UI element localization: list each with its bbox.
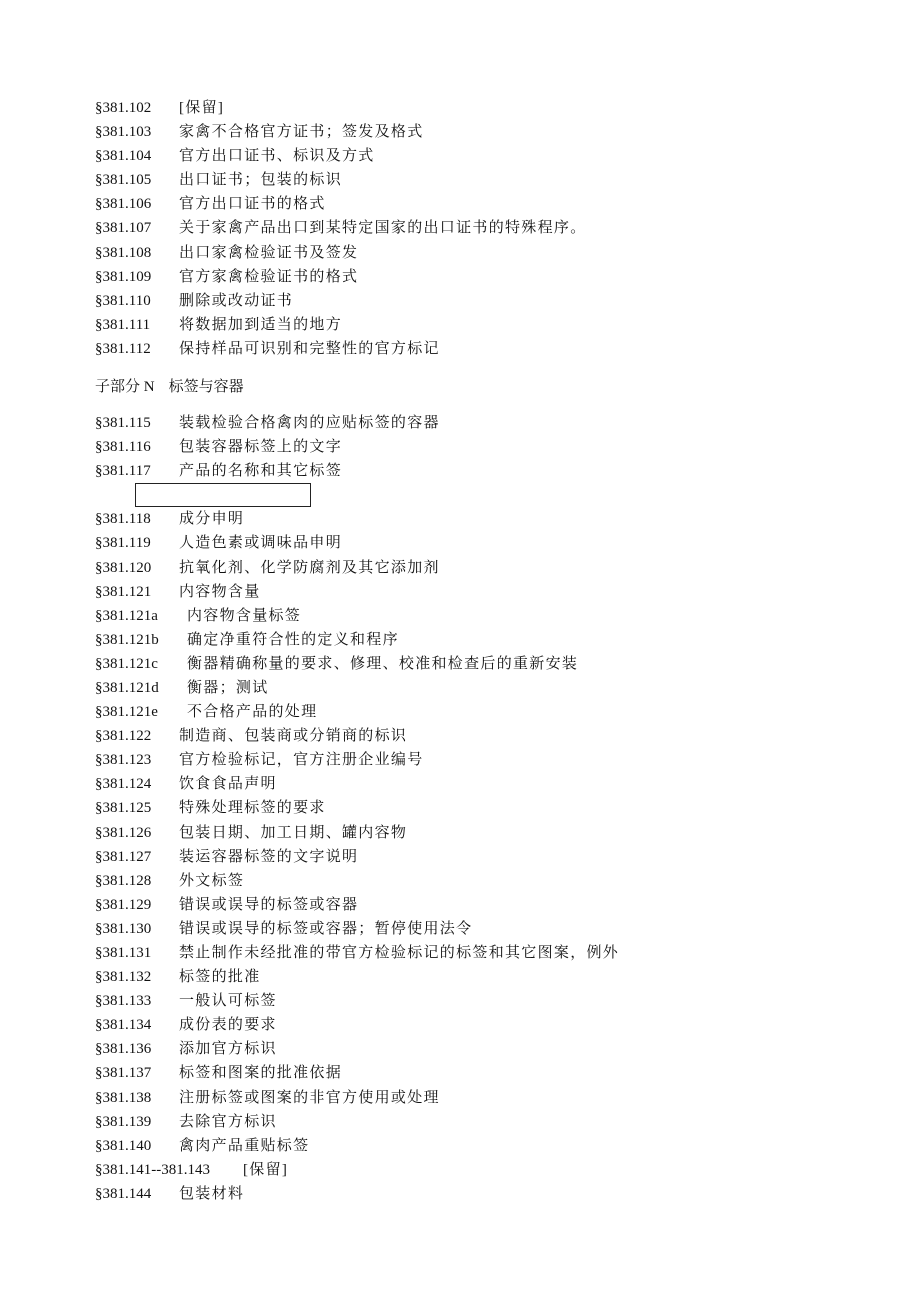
section-number: §381.104 xyxy=(95,148,152,165)
section-number: §381.121a xyxy=(95,607,158,624)
section-title: 人造色素或调味品申明 xyxy=(179,535,343,552)
toc-entry xyxy=(95,120,875,144)
toc-entry xyxy=(95,168,875,192)
toc-entry xyxy=(95,531,875,555)
document-page xyxy=(95,96,875,1206)
section-number: §381.109 xyxy=(95,268,152,285)
section-title: 添加官方标识 xyxy=(179,1041,277,1058)
section-title: 确定净重符合性的定义和程序 xyxy=(187,631,399,648)
section-title: [保留] xyxy=(243,1161,289,1178)
toc-entry xyxy=(95,265,875,289)
section-title: 禁止制作未经批准的带官方检验标记的标签和其它图案，例外 xyxy=(179,945,620,961)
section-number: §381.124 xyxy=(95,776,152,793)
toc-entry xyxy=(95,796,875,820)
toc-entry xyxy=(95,556,875,580)
section-number: §381.125 xyxy=(95,800,152,817)
section-number: §381.121 xyxy=(95,583,152,600)
section-title: 包装容器标签上的文字 xyxy=(179,439,343,456)
section-number: §381.107 xyxy=(95,220,152,237)
section-number: §381.130 xyxy=(95,920,152,937)
section-title: 注册标签或图案的非官方使用或处理 xyxy=(179,1089,440,1106)
section-number: §381.140 xyxy=(95,1137,152,1154)
section-number: §381.121e xyxy=(95,704,158,721)
section-number: §381.141--381.143 xyxy=(95,1161,210,1178)
toc-entry xyxy=(95,411,875,435)
section-title: 标签的批准 xyxy=(179,969,261,986)
section-title: 特殊处理标签的要求 xyxy=(179,800,326,817)
section-number: §381.118 xyxy=(95,511,151,528)
section-number: §381.121c xyxy=(95,655,158,672)
toc-entry xyxy=(95,989,875,1013)
section-title: 将数据加到适当的地方 xyxy=(179,316,343,333)
section-title: 错误或误导的标签或容器；暂停使用法令 xyxy=(179,920,473,937)
section-title: 出口家禽检验证书及签发 xyxy=(179,244,359,261)
section-title: 成份表的要求 xyxy=(179,1017,277,1034)
section-title: 内容物含量 xyxy=(179,583,261,600)
toc-entry xyxy=(95,748,875,772)
section-title: 抗氧化剂、化学防腐剂及其它添加剂 xyxy=(179,559,440,576)
section-number: §381.127 xyxy=(95,848,152,865)
subpart-label: 子部分 N xyxy=(95,379,155,396)
section-number: §381.132 xyxy=(95,969,152,986)
section-title: 禽肉产品重贴标签 xyxy=(179,1137,310,1154)
toc-entry xyxy=(95,700,875,724)
toc-entry xyxy=(95,821,875,845)
toc-entry xyxy=(95,893,875,917)
toc-entry xyxy=(95,869,875,893)
section-number: §381.128 xyxy=(95,872,152,889)
toc-entry xyxy=(95,1086,875,1110)
section-title: 内容物含量标签 xyxy=(187,607,302,624)
toc-entry xyxy=(95,241,875,265)
toc-entry xyxy=(95,845,875,869)
section-number: §381.122 xyxy=(95,728,152,745)
section-number: §381.116 xyxy=(95,439,151,456)
section-number: §381.119 xyxy=(95,535,151,552)
section-list-certificates xyxy=(95,96,875,361)
toc-entry xyxy=(95,1061,875,1085)
section-title: 外文标签 xyxy=(179,872,245,889)
section-title: 官方家禽检验证书的格式 xyxy=(179,268,359,285)
section-number: §381.117 xyxy=(95,463,151,480)
section-number: §381.103 xyxy=(95,124,152,141)
section-number: §381.120 xyxy=(95,559,152,576)
toc-entry xyxy=(95,724,875,748)
toc-entry xyxy=(95,604,875,628)
toc-entry xyxy=(95,652,875,676)
section-number: §381.131 xyxy=(95,945,152,961)
section-title: 成分申明 xyxy=(179,511,245,528)
section-number: §381.115 xyxy=(95,415,151,432)
toc-entry xyxy=(95,459,875,483)
section-number: §381.121d xyxy=(95,679,159,696)
section-number: §381.129 xyxy=(95,896,152,913)
section-number: §381.136 xyxy=(95,1041,152,1058)
section-title: 装运容器标签的文字说明 xyxy=(179,848,359,865)
section-title: 包装材料 xyxy=(179,1185,245,1202)
section-number: §381.105 xyxy=(95,172,152,189)
section-number: §381.110 xyxy=(95,292,151,309)
toc-entry xyxy=(95,628,875,652)
toc-entry xyxy=(95,313,875,337)
section-title: 删除或改动证书 xyxy=(179,292,294,309)
section-title: 饮食食品声明 xyxy=(179,776,277,793)
toc-entry xyxy=(95,144,875,168)
toc-entry xyxy=(95,580,875,604)
toc-entry xyxy=(95,1110,875,1134)
toc-entry xyxy=(95,772,875,796)
toc-entry xyxy=(95,192,875,216)
subpart-heading xyxy=(95,375,875,399)
toc-entry xyxy=(95,1037,875,1061)
section-number: §381.138 xyxy=(95,1089,152,1106)
toc-entry xyxy=(95,1158,875,1182)
section-title: 一般认可标签 xyxy=(179,993,277,1010)
section-title: 官方出口证书、标识及方式 xyxy=(179,148,375,165)
section-list-labels-part1 xyxy=(95,411,875,483)
section-title: 官方出口证书的格式 xyxy=(179,196,326,213)
section-number: §381.126 xyxy=(95,824,152,841)
toc-entry xyxy=(95,1134,875,1158)
section-number: §381.139 xyxy=(95,1113,152,1130)
section-title: 不合格产品的处理 xyxy=(187,704,318,721)
toc-entry xyxy=(95,337,875,361)
blank-input-box xyxy=(135,483,311,507)
toc-entry xyxy=(95,676,875,700)
toc-entry xyxy=(95,941,875,965)
toc-entry xyxy=(95,1182,875,1206)
section-title: 保持样品可识别和完整性的官方标记 xyxy=(179,340,440,357)
section-number: §381.112 xyxy=(95,340,151,357)
toc-entry xyxy=(95,216,875,240)
section-number: §381.123 xyxy=(95,752,152,769)
section-title: [保留] xyxy=(179,100,225,116)
section-number: §381.121b xyxy=(95,631,159,648)
section-title: 关于家禽产品出口到某特定国家的出口证书的特殊程序。 xyxy=(179,220,587,237)
section-title: 出口证书；包装的标识 xyxy=(179,172,343,189)
section-title: 去除官方标识 xyxy=(179,1113,277,1130)
section-number: §381.111 xyxy=(95,316,151,333)
section-title: 装载检验合格禽肉的应贴标签的容器 xyxy=(179,415,440,432)
section-number: §381.137 xyxy=(95,1065,152,1082)
toc-entry xyxy=(95,507,875,531)
section-number: §381.102 xyxy=(95,100,152,116)
toc-entry xyxy=(95,1013,875,1037)
subpart-title: 标签与容器 xyxy=(168,379,244,396)
section-title: 错误或误导的标签或容器 xyxy=(179,896,359,913)
section-title: 产品的名称和其它标签 xyxy=(179,463,343,480)
section-title: 官方检验标记，官方注册企业编号 xyxy=(179,752,424,769)
section-title: 标签和图案的批准依据 xyxy=(179,1065,343,1082)
section-number: §381.108 xyxy=(95,244,152,261)
toc-entry xyxy=(95,96,875,120)
toc-entry xyxy=(95,289,875,313)
section-title: 衡器精确称量的要求、修理、校准和检查后的重新安装 xyxy=(187,655,579,672)
toc-entry xyxy=(95,435,875,459)
section-number: §381.134 xyxy=(95,1017,152,1034)
section-number: §381.133 xyxy=(95,993,152,1010)
section-title: 制造商、包装商或分销商的标识 xyxy=(179,728,408,745)
section-number: §381.144 xyxy=(95,1185,152,1202)
section-number: §381.106 xyxy=(95,196,152,213)
section-list-labels-part2 xyxy=(95,507,875,1206)
section-title: 包装日期、加工日期、罐内容物 xyxy=(179,824,408,841)
toc-entry xyxy=(95,965,875,989)
section-title: 家禽不合格官方证书；签发及格式 xyxy=(179,124,424,141)
section-title: 衡器；测试 xyxy=(187,679,269,696)
toc-entry xyxy=(95,917,875,941)
